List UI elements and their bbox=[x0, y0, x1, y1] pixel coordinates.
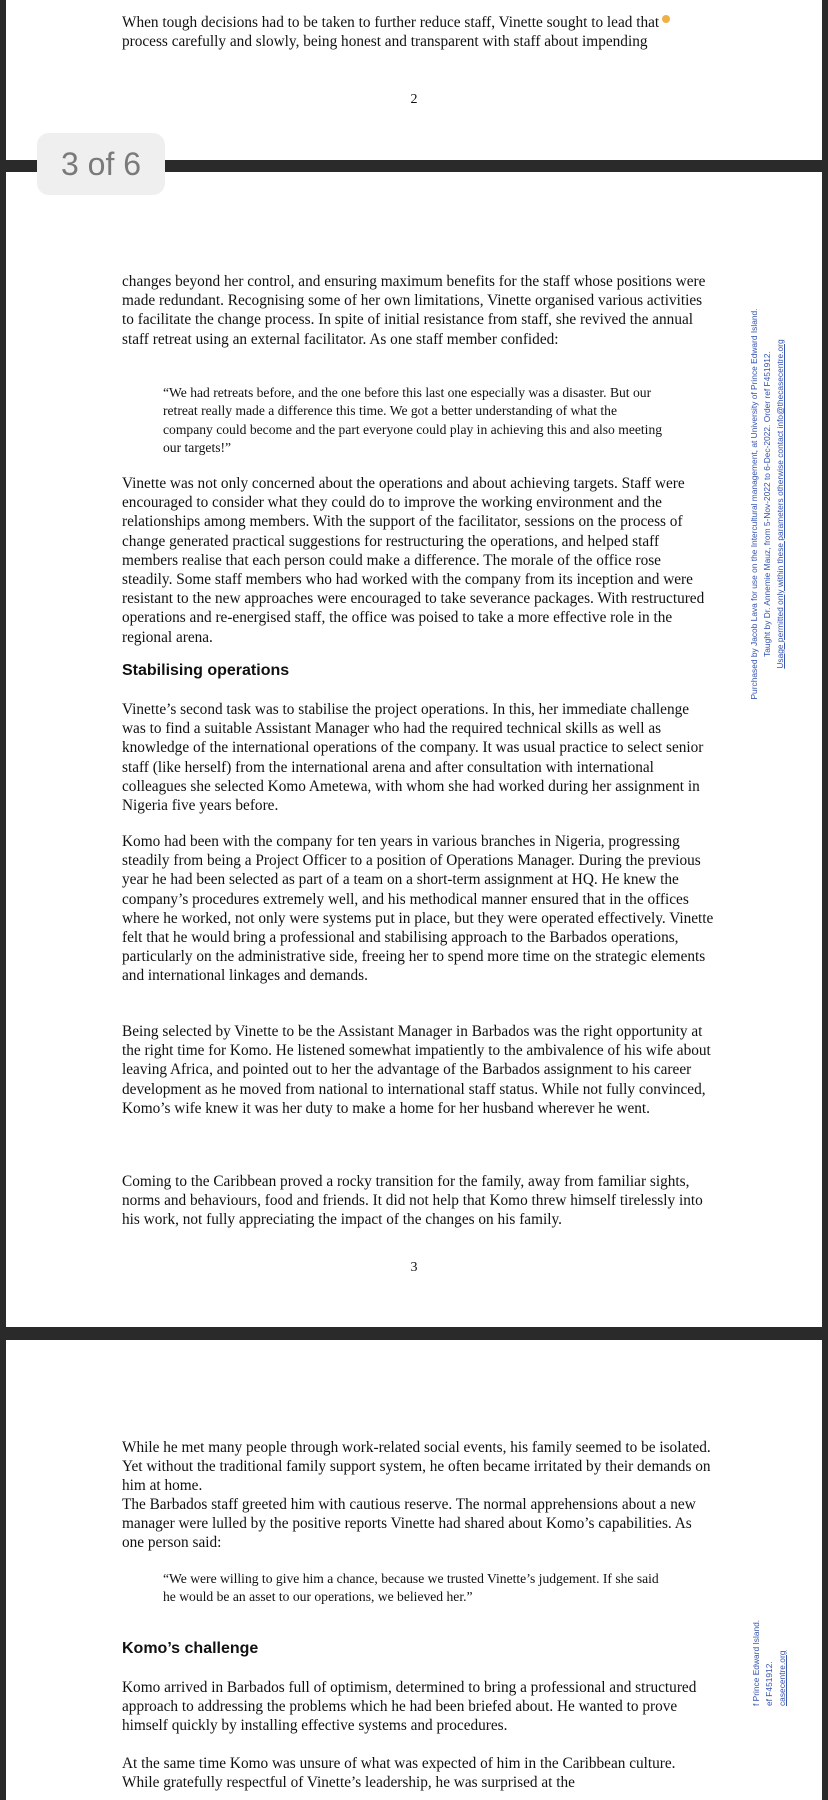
section-heading: Komo’s challenge bbox=[122, 1640, 259, 1657]
license-watermark: Purchased by Jacob Lava for use on the Intercultural management, at University of Prince Edward Island. Taught by Dr. Annemie Mauz, from 5-Nov-2022 to 6-Dec-2022. Order ref F451912. Usage permitted only within these parameters otherwise contact info@thecasecentre.org bbox=[749, 308, 785, 700]
paragraph: At the same time Komo was unsure of what was expected of him in the Caribbean culture. While gratefully respectful of Vinette’s leadership, he was surprised at the bbox=[122, 1755, 676, 1792]
block-quote: “We were willing to give him a chance, because we trusted Vinette’s judgement. If she said he would be an asset to our operations, we believed her.” bbox=[163, 1571, 659, 1605]
paragraph: changes beyond her control, and ensuring maximum benefits for the staff whose positions were made redundant. Recognising some of her own limitations, Vinette organised various activities to facilitate the change process. In spite of initial resistance from staff, she revived the annual staff retreat using an external facilitator. As one staff member confided: bbox=[122, 273, 706, 348]
page-indicator: 3 of 6 bbox=[37, 133, 165, 195]
paragraph: While he met many people through work-related social events, his family seemed to be isolated. Yet without the traditional family support system, he often became irritated by their demands on him at home. bbox=[122, 1439, 711, 1495]
paragraph: The Barbados staff greeted him with cautious reserve. The normal apprehensions about a new manager were lulled by the positive reports Vinette had shared about Komo’s capabilities. As one person said: bbox=[122, 1496, 696, 1552]
paragraph: Komo arrived in Barbados full of optimism, determined to bring a professional and structured approach to addressing the problems which he had been briefed about. He wanted to prove himself quickly by installing effective systems and procedures. bbox=[122, 1679, 697, 1735]
paragraph: Vinette was not only concerned about the operations and about achieving targets. Staff were encouraged to consider what they could do to improve the working environment and the relationships among members. With the support of the facilitator, sessions on the process of change generated practical suggestions for restructuring the operations, and helped staff members realise that each person could make a difference. The morale of the office rose steadily. Some staff members who had worked with the company from its inception and were resistant to the new approaches were encouraged to take severance packages. With restructured operations and re-energised staff, the office was poised to take a more effective role in the regional arena. bbox=[122, 475, 705, 646]
license-watermark: f Prince Edward Island. ef F451912. casecentre.org bbox=[751, 1619, 787, 1706]
section-heading: Stabilising operations bbox=[122, 662, 290, 679]
block-quote: “We had retreats before, and the one before this last one especially was a disaster. But our retreat really made a difference this time. We got a better understanding of what the company could become and the part everyone could play in achieving this and also meeting our targets!” bbox=[163, 385, 663, 455]
text-line: When tough decisions had to be taken to further reduce staff, Vinette sought to lead that bbox=[122, 14, 660, 31]
paragraph: Komo had been with the company for ten years in various branches in Nigeria, progressing steadily from being a Project Officer to a position of Operations Manager. During the previous year he had been selected as part of a team on a short-term assignment at HQ. He knew the company’s procedures extremely well, and his methodical manner ensured that in the offices where he worked, not only were systems put in place, but they were operated effectively. Vinette felt that he would bring a professional and stabilising approach to the Barbados operations, particularly on the administrative side, freeing her to spend more time on the strategic elements and international linkages and demands. bbox=[122, 833, 714, 985]
page-number: 2 bbox=[410, 92, 418, 107]
text-line: process carefully and slowly, being honest and transparent with staff about impending bbox=[122, 33, 648, 50]
document-page-3 bbox=[6, 172, 822, 1327]
document-page-4 bbox=[6, 1340, 822, 1800]
paragraph: Coming to the Caribbean proved a rocky transition for the family, away from familiar sights, norms and behaviours, food and friends. It did not help that Komo threw himself tirelessly into his work, not fully appreciating the impact of the changes on his family. bbox=[122, 1173, 703, 1229]
paragraph: Vinette’s second task was to stabilise the project operations. In this, her immediate challenge was to find a suitable Assistant Manager who had the required technical skills as well as knowledge of the international operations of the company. It was usual practice to select senior staff (like herself) from the international arena and after consultation with international colleagues she selected Komo Ametewa, with whom she had worked during her assignment in Nigeria five years before. bbox=[122, 701, 704, 815]
page-number: 3 bbox=[410, 1260, 418, 1275]
pointer-cursor-icon bbox=[662, 15, 670, 23]
paragraph: Being selected by Vinette to be the Assistant Manager in Barbados was the right opportunity at the right time for Komo. He listened somewhat impatiently to the ambivalence of his wife about leaving Africa, and pointed out to her the advantage of the Barbados assignment to his career development as he moved from national to international staff status. While not fully convinced, Komo’s wife knew it was her duty to make a home for her husband wherever he went. bbox=[122, 1023, 711, 1117]
